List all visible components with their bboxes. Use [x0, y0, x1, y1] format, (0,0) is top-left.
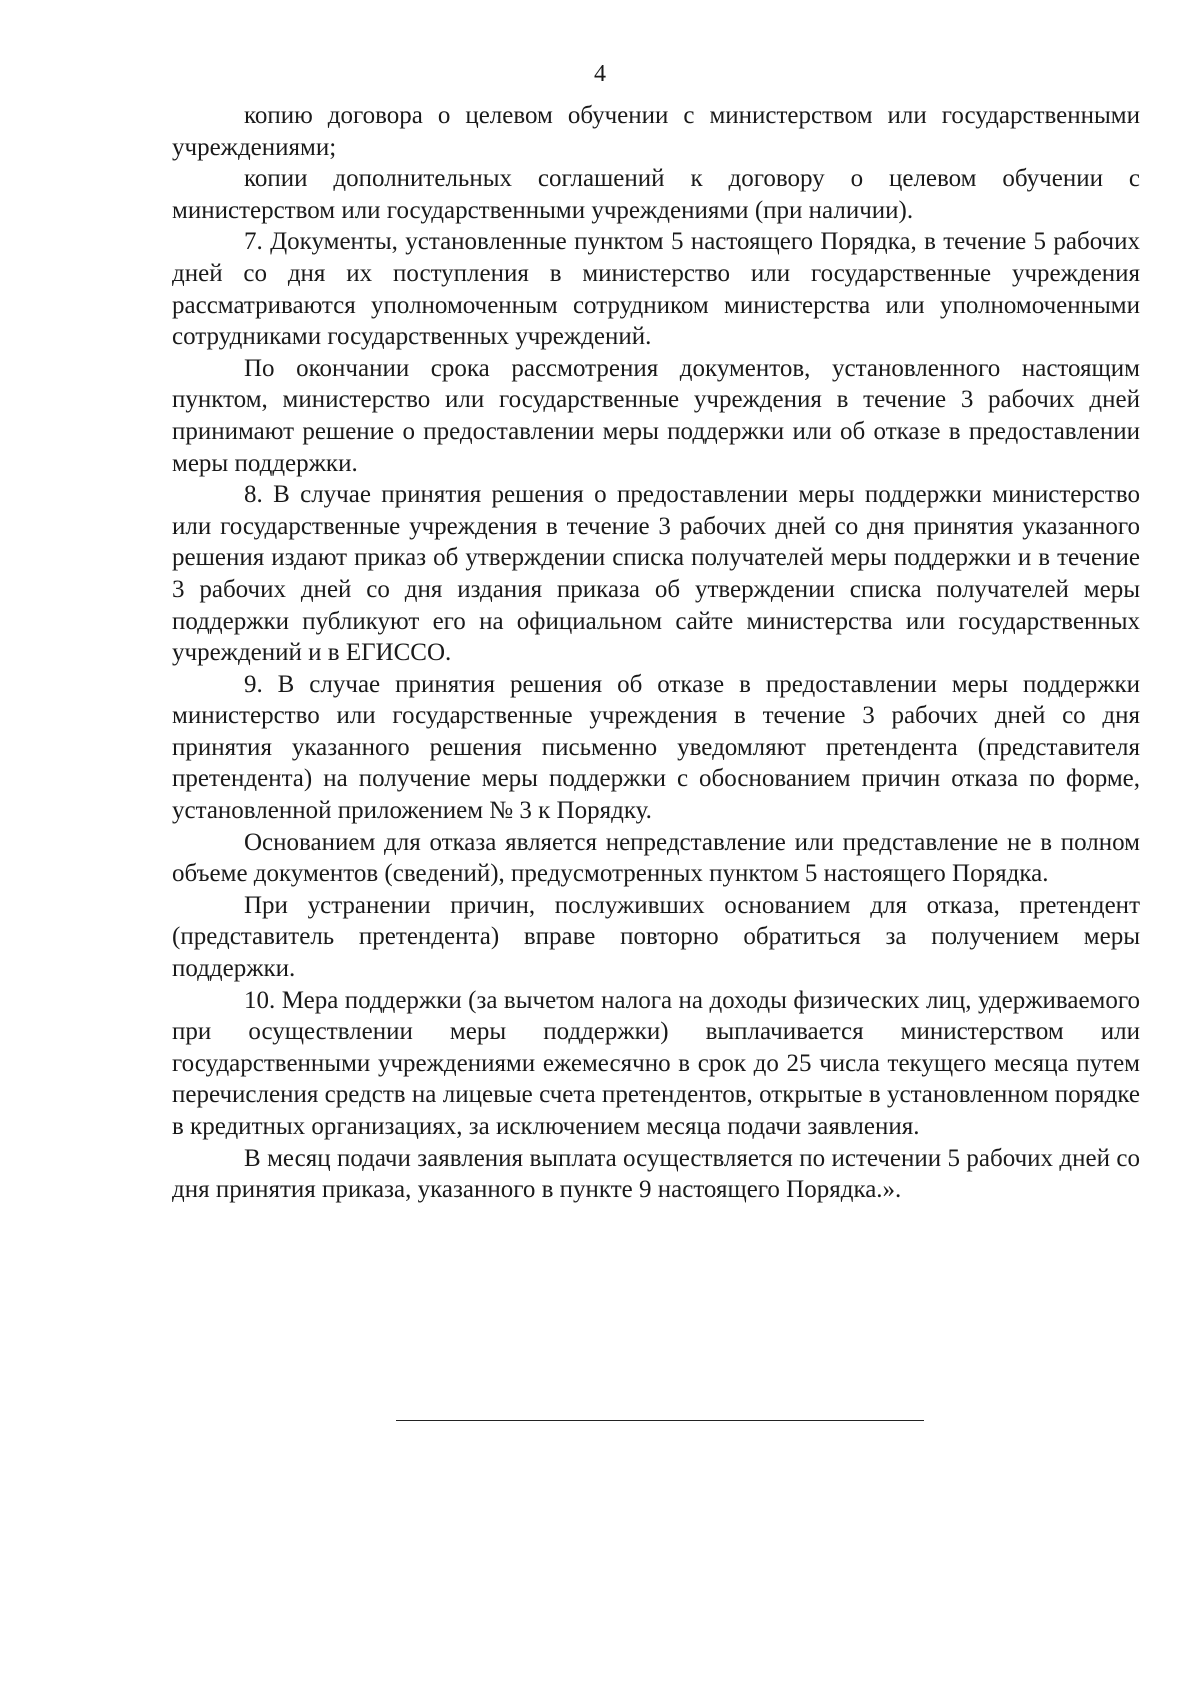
paragraph-review-decision: По окончании срока рассмотрения документов, установленного настоящим пунктом, министерство или государственные учреждения в течение 3 рабочих дней принимают решение о предоставлении меры поддержки или об отказе в предоставлении меры поддержки.: [172, 354, 1140, 477]
paragraph-clause-7: 7. Документы, установленные пунктом 5 настоящего Порядка, в течение 5 рабочих дней со дня их поступления в министерство или государственные учреждения рассматриваются уполномоченным сотрудником министерства или уполномоченными сотрудниками государственных учреждений.: [172, 228, 1140, 351]
page-number: 4: [594, 61, 606, 87]
paragraph-clause-10: 10. Мера поддержки (за вычетом налога на доходы физических лиц, удерживаемого при осуществлении меры поддержки) выплачивается министерством или государственными учреждениями ежемесячно в срок до 25 числа текущего месяца путем перечисления средств на лицевые счета претендентов, открытые в установленном порядке в кредитных организациях, за исключением месяца подачи заявления.: [172, 986, 1140, 1140]
paragraph-additional-agreements-copy: копии дополнительных соглашений к договору о целевом обучении с министерством или государственными учреждениями (при наличии).: [172, 165, 1140, 224]
end-divider-line: [396, 1420, 924, 1421]
paragraph-reapplication: При устранении причин, послуживших основанием для отказа, претендент (представитель претендента) вправе повторно обратиться за получением меры поддержки.: [172, 891, 1140, 983]
paragraph-first-month-payment: В месяц подачи заявления выплата осуществляется по истечении 5 рабочих дней со дня принятия приказа, указанного в пункте 9 настоящего Порядка.».: [172, 1144, 1140, 1204]
document-body: [172, 100, 1140, 1206]
paragraph-refusal-grounds: Основанием для отказа является непредставление или представление не в полном объеме документов (сведений), предусмотренных пунктом 5 настоящего Порядка.: [172, 828, 1140, 888]
paragraph-target-agreement-copy: копию договора о целевом обучении с министерством или государственными учреждениями;: [172, 102, 1140, 161]
paragraph-clause-8: 8. В случае принятия решения о предоставлении меры поддержки министерство или государственные учреждения в течение 3 рабочих дней со дня принятия указанного решения издают приказ об утверждении списка получателей меры поддержки и в течение 3 рабочих дней со дня издания приказа об утверждении списка получателей меры поддержки публикуют его на официальном сайте министерства или государственных учреждений и в ЕГИССО.: [172, 481, 1140, 667]
paragraph-clause-9: 9. В случае принятия решения об отказе в предоставлении меры поддержки министерство или государственные учреждения в течение 3 рабочих дней со дня принятия указанного решения письменно уведомляют претендента (представителя претендента) на получение меры поддержки с обоснованием причин отказа по форме, установленной приложением № 3 к Порядку.: [172, 670, 1140, 825]
